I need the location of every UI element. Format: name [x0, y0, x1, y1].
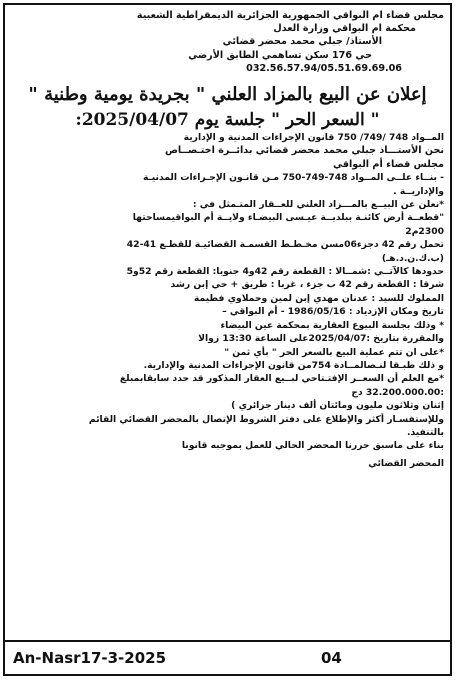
body-line: *مع العلم أن السعــر الإفتـتاحي لبــيع العقار المذكور قد حدد سابقابمبلغ [119, 373, 444, 385]
body-line: * وذلك بجلسة البيوع العقارية بمحكمة عين البيضاء [220, 319, 444, 331]
announcement-content [11, 9, 444, 640]
header-line-1: مجلس قضاء ام البواقي الجمهورية الجزائرية الديمقراطية الشعبية [136, 10, 444, 21]
announcement-title: إعلان عن البيع بالمزاد العلني " بجريدة يومية وطنية " [28, 84, 427, 106]
header-line-4: حي 176 سكن تساهمي الطابق الأرضي [188, 49, 372, 61]
body-line: وللإستفسـار أكثر والإطلاع على دفتر الشروط الإتصال بالمحضر القضائي القائم [88, 413, 444, 425]
body-line: (ب.ك.ن.د.هـ) [381, 252, 444, 264]
body-line: المــواد 748 /749/ 750 قانون الإجراءات المدنية و الإدارية [183, 132, 444, 144]
body-line: إثنان وثلاثون مليون ومائتان ألف دينار جزائري ) [231, 400, 444, 412]
body-line: مجلس قضاء أم البواقي [332, 158, 444, 170]
body-line: - بنــاء علــى المــواد 748-749-750 مـن قانـون الإجـراءات المدنيـة [143, 172, 444, 184]
header-line-2: محكمة ام البواقي وزارة العدل [273, 23, 416, 35]
signature: المحضر القضائي [368, 457, 444, 469]
announcement-page [3, 3, 452, 676]
body-line: *نعلن عن البيــع بالمـــزاد العلني للعــقار المتـمثل في : [192, 199, 444, 211]
body-line: بالتنفيذ. [406, 426, 444, 438]
announcement-subtitle: " السعر الحر " جلسة يوم 2025/04/07: [75, 110, 380, 131]
body-line: *على ان تتم عملية البيع بالسعر الحر " بأي ثمن " [224, 346, 444, 358]
body-line: شرقا : القطعة رقم 42 ب جزء ، غربا : طريق + حي إبن رشد [170, 279, 444, 291]
body-line: و ذلك طبـقا لنـصالمــادة 754من قانون الإجراءات المدنية والإدارية. [143, 359, 444, 371]
body-line: :32.200.000.00 دج [351, 386, 444, 398]
body-line: تاريخ ومكان الإزدياد : 1986/05/16 - أم البواقي – [222, 306, 444, 318]
header-phone: 032.56.57.94/05.51.69.69.06 [246, 62, 402, 74]
body-line: نحن الأستـــاذ جبلي محمد محضر قضائي بدائــرة اختـصــاص [164, 145, 444, 157]
body-line: تحمل رقم 42 دجزء06مسن مخـطـط القسمـة القضائيـة للقطـع 41-42 [126, 239, 444, 251]
body-line: المملوك للسيد : عدنان مهدي إبن لمين وحملاوي فطيمة [193, 292, 444, 304]
body-line: 2300م2 [405, 225, 444, 237]
footer-bar [5, 640, 450, 674]
body-line: والمقررة بتاريخ :2025/04/07على الساعة 13:30 زوالا [198, 333, 444, 345]
page-number: 04 [321, 649, 342, 667]
body-line: بناء على ماسبق حررنا المحضر الحالي للعمل بموجبه قانونا [181, 440, 444, 452]
body-line: والإداريــة . [393, 185, 444, 197]
body-line: "قطعــة أرض كائنـة ببلديــة عيـسى البيضـاء ولايــة أم البواقيمساحتها [132, 212, 444, 224]
header-line-3: الأستاذ/ جبلي محمد محضر قضائي [222, 36, 382, 48]
publication-reference: An-Nasr17-3-2025 [13, 649, 167, 667]
body-line: حدودها كالآتــي :شمــالا : القطعة رقم 42و4 جنوبا: القطعة رقم 52و5 [126, 266, 444, 278]
